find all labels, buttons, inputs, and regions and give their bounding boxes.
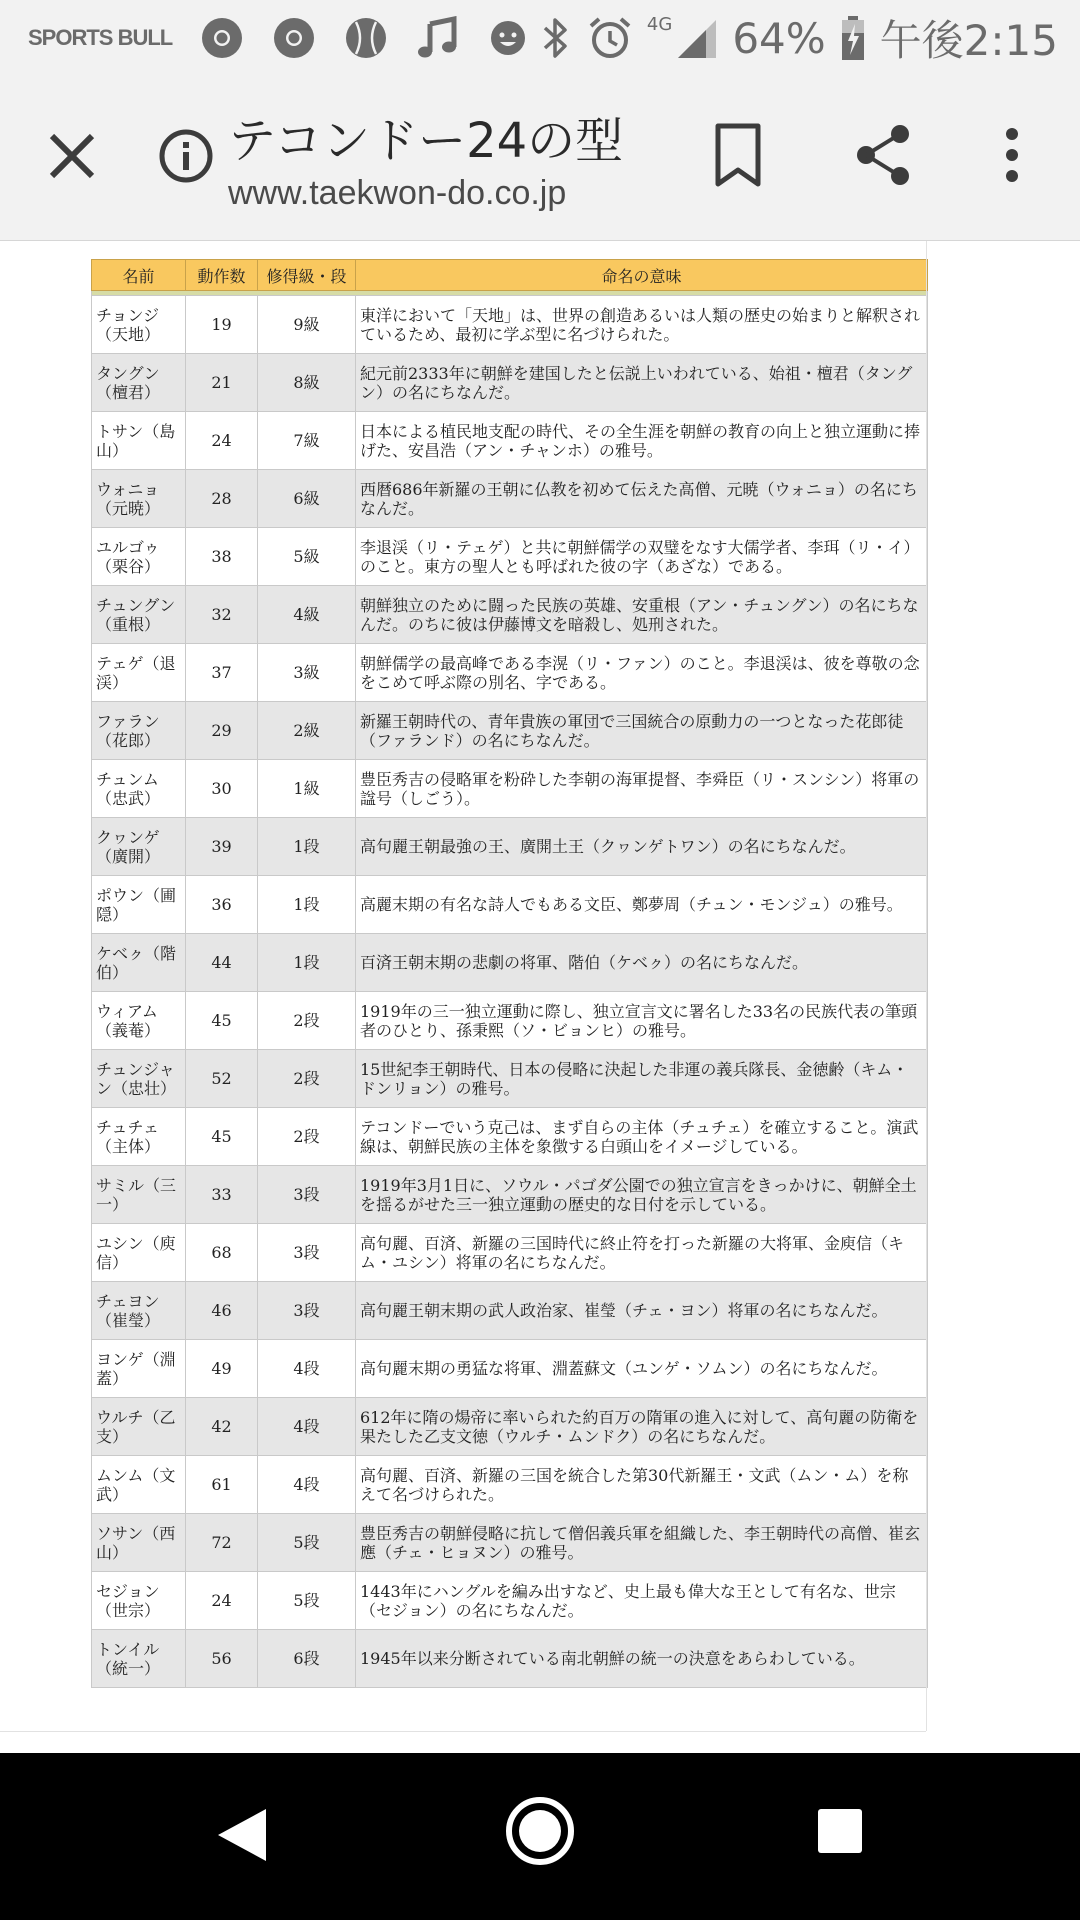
cell-rank: 4段 (258, 1398, 356, 1456)
cell-name: ファラン（花郎） (92, 702, 186, 760)
table-row (92, 702, 928, 760)
cell-moves: 37 (186, 644, 258, 702)
cell-name: ウルチ（乙支） (92, 1398, 186, 1456)
cell-moves: 72 (186, 1514, 258, 1572)
cell-rank: 2級 (258, 702, 356, 760)
cell-name: ケベㇰ（階伯） (92, 934, 186, 992)
table-row (92, 1514, 928, 1572)
cell-moves: 30 (186, 760, 258, 818)
header-moves: 動作数 (186, 260, 258, 291)
cell-moves: 61 (186, 1456, 258, 1514)
table-row (92, 1108, 928, 1166)
cell-meaning: 15世紀李王朝時代、日本の侵略に決起した非運の義兵隊長、金徳齢（キム・ドンリョン）の雅号。 (356, 1050, 928, 1108)
battery-charging-icon (840, 15, 866, 61)
content-bottom-border (0, 1731, 926, 1732)
cell-meaning: テコンドーでいう克己は、まず自らの主体（チュチェ）を確立すること。演武線は、朝鮮民族の主体を象徴する白頭山をイメージしている。 (356, 1108, 928, 1166)
cell-meaning: 1919年の三一独立運動に際し、独立宣言文に署名した33名の民族代表の筆頭者のひとり、孫秉熙（ソ・ビョンヒ）の雅号。 (356, 992, 928, 1050)
cell-rank: 9級 (258, 296, 356, 354)
cell-meaning: 1443年にハングルを編み出すなど、史上最も偉大な王として有名な、世宗（セジョン）の名にちなんだ。 (356, 1572, 928, 1630)
page-title: テコンドー24の型 (228, 113, 624, 169)
cell-meaning: 高麗末期の有名な詩人でもある文臣、鄭夢周（チュン・モンジュ）の雅号。 (356, 876, 928, 934)
share-icon[interactable] (852, 122, 916, 188)
cell-meaning: 高句麗末期の勇猛な将軍、淵蓋蘇文（ユンゲ・ソムン）の名にちなんだ。 (356, 1340, 928, 1398)
status-bar (0, 0, 1080, 76)
clock: 午後2:15 (879, 16, 1058, 65)
cell-moves: 36 (186, 876, 258, 934)
cell-meaning: 612年に隋の煬帝に率いられた約百万の隋軍の進入に対して、高句麗の防衛を果たした乙支文徳（ウルチ・ムンドク）の名にちなんだ。 (356, 1398, 928, 1456)
cell-rank: 2段 (258, 992, 356, 1050)
custom-tab-toolbar (0, 76, 1080, 241)
table-row (92, 760, 928, 818)
cell-name: テェゲ（退渓） (92, 644, 186, 702)
table-header-row (92, 260, 928, 291)
cell-meaning: 東洋において「天地」は、世界の創造あるいは人類の歴史の始まりと解釈されているため、最初に学ぶ型に名づけられた。 (356, 296, 928, 354)
cell-moves: 46 (186, 1282, 258, 1340)
cell-rank: 1級 (258, 760, 356, 818)
table-row (92, 528, 928, 586)
cell-name: クヮンゲ（廣開） (92, 818, 186, 876)
cell-meaning: 朝鮮独立のために闘った民族の英雄、安重根（アン・チュングン）の名にちなんだ。のちに彼は伊藤博文を暗殺し、処刑された。 (356, 586, 928, 644)
cell-meaning: 1945年以来分断されている南北朝鮮の統一の決意をあらわしている。 (356, 1630, 928, 1688)
cell-meaning: 豊臣秀吉の朝鮮侵略に抗して僧侶義兵軍を組織した、李王朝時代の高僧、崔玄應（チェ・ヒョヌン）の雅号。 (356, 1514, 928, 1572)
cell-rank: 4段 (258, 1456, 356, 1514)
sports-bull-app-label: SPORTS BULL (28, 25, 173, 50)
cell-meaning: 百済王朝末期の悲劇の将軍、階伯（ケベㇰ）の名にちなんだ。 (356, 934, 928, 992)
cell-name: ヨンゲ（淵蓋） (92, 1340, 186, 1398)
alarm-icon (587, 15, 633, 61)
table-row (92, 1572, 928, 1630)
cell-moves: 33 (186, 1166, 258, 1224)
chrome-icon (200, 16, 244, 60)
cell-name: ポウン（圃隠） (92, 876, 186, 934)
table-row (92, 876, 928, 934)
status-bar-system (539, 0, 1058, 76)
network-type: 4G (646, 13, 673, 35)
cell-name: ムンム（文武） (92, 1456, 186, 1514)
cell-meaning: 日本による植民地支配の時代、その全生涯を朝鮮の教育の向上と独立運動に捧げた、安昌浩（アン・チャンホ）の雅号。 (356, 412, 928, 470)
more-options-icon[interactable] (988, 122, 1036, 188)
cell-meaning: 紀元前2333年に朝鮮を建国したと伝説上いわれている、始祖・檀君（タングン）の名にちなんだ。 (356, 354, 928, 412)
cell-moves: 38 (186, 528, 258, 586)
header-name: 名前 (92, 260, 186, 291)
cell-rank: 7級 (258, 412, 356, 470)
bookmark-icon[interactable] (712, 122, 764, 188)
cell-rank: 1段 (258, 818, 356, 876)
cell-rank: 1段 (258, 934, 356, 992)
face-icon (488, 18, 528, 58)
cell-meaning: 高句麗、百済、新羅の三国時代に終止符を打った新羅の大将軍、金庾信（キム・ユシン）将軍の名にちなんだ。 (356, 1224, 928, 1282)
cell-meaning: 朝鮮儒学の最高峰である李滉（リ・ファン）のこと。李退渓は、彼を尊敬の念をこめて呼ぶ際の別名、字である。 (356, 644, 928, 702)
header-meaning: 命名の意味 (356, 260, 928, 291)
cell-name: ユシン（庾信） (92, 1224, 186, 1282)
table-row (92, 992, 928, 1050)
table-row (92, 470, 928, 528)
cell-rank: 2段 (258, 1108, 356, 1166)
table-row (92, 296, 928, 354)
table-row (92, 354, 928, 412)
cell-moves: 42 (186, 1398, 258, 1456)
navigation-bar (0, 1753, 1080, 1920)
cell-name: ウィアム（義菴） (92, 992, 186, 1050)
table-row (92, 1166, 928, 1224)
table-row (92, 1340, 928, 1398)
back-icon[interactable] (214, 1805, 270, 1865)
cell-rank: 3段 (258, 1224, 356, 1282)
close-icon[interactable] (42, 126, 102, 186)
info-icon[interactable] (156, 126, 216, 186)
cell-meaning: 李退渓（リ・テェゲ）と共に朝鮮儒学の双璧をなす大儒学者、李珥（リ・イ）のこと。東方の聖人とも呼ばれた彼の字（あざな）である。 (356, 528, 928, 586)
cell-rank: 6級 (258, 470, 356, 528)
cell-rank: 1段 (258, 876, 356, 934)
table-row (92, 644, 928, 702)
header-rank: 修得級・段 (258, 260, 356, 291)
cell-rank: 5段 (258, 1572, 356, 1630)
table-row (92, 1050, 928, 1108)
recents-icon[interactable] (816, 1807, 864, 1855)
cell-name: ソサン（西山） (92, 1514, 186, 1572)
chrome-icon (272, 16, 316, 60)
home-icon[interactable] (504, 1795, 576, 1867)
table-row (92, 818, 928, 876)
patterns-table (91, 259, 928, 1688)
cell-rank: 8級 (258, 354, 356, 412)
table-body (92, 296, 928, 1688)
cell-moves: 52 (186, 1050, 258, 1108)
cell-moves: 19 (186, 296, 258, 354)
cell-moves: 24 (186, 1572, 258, 1630)
cell-name: チュチェ（主体） (92, 1108, 186, 1166)
cell-meaning: 西暦686年新羅の王朝に仏教を初めて伝えた高僧、元暁（ウォニョ）の名にちなんだ。 (356, 470, 928, 528)
web-content[interactable] (0, 241, 1080, 1753)
cell-name: チョンジ（天地） (92, 296, 186, 354)
baseball-icon (344, 16, 388, 60)
cell-name: トサン（島山） (92, 412, 186, 470)
cell-moves: 45 (186, 992, 258, 1050)
cell-moves: 49 (186, 1340, 258, 1398)
cell-name: チェヨン（崔瑩） (92, 1282, 186, 1340)
cell-rank: 6段 (258, 1630, 356, 1688)
table-row (92, 412, 928, 470)
status-bar-notifications (28, 16, 528, 60)
cell-name: サミル（三一） (92, 1166, 186, 1224)
signal-icon (676, 16, 718, 60)
cell-rank: 3段 (258, 1282, 356, 1340)
cell-name: タングン（檀君） (92, 354, 186, 412)
table-row (92, 1282, 928, 1340)
cell-moves: 21 (186, 354, 258, 412)
cell-name: ウォニョ（元暁） (92, 470, 186, 528)
battery-percent: 64% (732, 13, 826, 63)
cell-moves: 68 (186, 1224, 258, 1282)
table-row (92, 586, 928, 644)
table-row (92, 934, 928, 992)
cell-moves: 28 (186, 470, 258, 528)
cell-moves: 44 (186, 934, 258, 992)
bluetooth-icon (539, 16, 573, 60)
cell-moves: 29 (186, 702, 258, 760)
cell-name: チュンジャン（忠壮） (92, 1050, 186, 1108)
cell-rank: 3級 (258, 644, 356, 702)
cell-meaning: 高句麗王朝末期の武人政治家、崔瑩（チェ・ヨン）将軍の名にちなんだ。 (356, 1282, 928, 1340)
cell-meaning: 新羅王朝時代の、青年貴族の軍団で三国統合の原動力の一つとなった花郎徒（ファランド）の名にちなんだ。 (356, 702, 928, 760)
cell-moves: 39 (186, 818, 258, 876)
cell-rank: 5段 (258, 1514, 356, 1572)
table-row (92, 1224, 928, 1282)
content-right-border (926, 241, 927, 1731)
table-row (92, 1630, 928, 1688)
cell-meaning: 1919年3月1日に、ソウル・パゴダ公園での独立宣言をきっかけに、朝鮮全土を揺るがせた三一独立運動の歴史的な日付を示している。 (356, 1166, 928, 1224)
table-row (92, 1456, 928, 1514)
cell-rank: 4級 (258, 586, 356, 644)
music-icon (416, 16, 460, 60)
cell-rank: 3段 (258, 1166, 356, 1224)
cell-name: ユルゴゥ（栗谷） (92, 528, 186, 586)
cell-moves: 56 (186, 1630, 258, 1688)
cell-name: セジョン（世宗） (92, 1572, 186, 1630)
cell-meaning: 高句麗、百済、新羅の三国を統合した第30代新羅王・文武（ムン・ム）を称えて名づけられた。 (356, 1456, 928, 1514)
cell-name: チュンム（忠武） (92, 760, 186, 818)
cell-name: チュングン（重根） (92, 586, 186, 644)
cell-rank: 4段 (258, 1340, 356, 1398)
cell-moves: 24 (186, 412, 258, 470)
cell-rank: 2段 (258, 1050, 356, 1108)
cell-meaning: 高句麗王朝最強の王、廣開土王（クヮンゲトワン）の名にちなんだ。 (356, 818, 928, 876)
cell-meaning: 豊臣秀吉の侵略軍を粉砕した李朝の海軍提督、李舜臣（リ・スンシン）将軍の諡号（しごう）。 (356, 760, 928, 818)
page-url[interactable]: www.taekwon-do.co.jp (228, 174, 567, 212)
table-row (92, 1398, 928, 1456)
cell-name: トンイル（統一） (92, 1630, 186, 1688)
cell-moves: 45 (186, 1108, 258, 1166)
cell-moves: 32 (186, 586, 258, 644)
cell-rank: 5級 (258, 528, 356, 586)
